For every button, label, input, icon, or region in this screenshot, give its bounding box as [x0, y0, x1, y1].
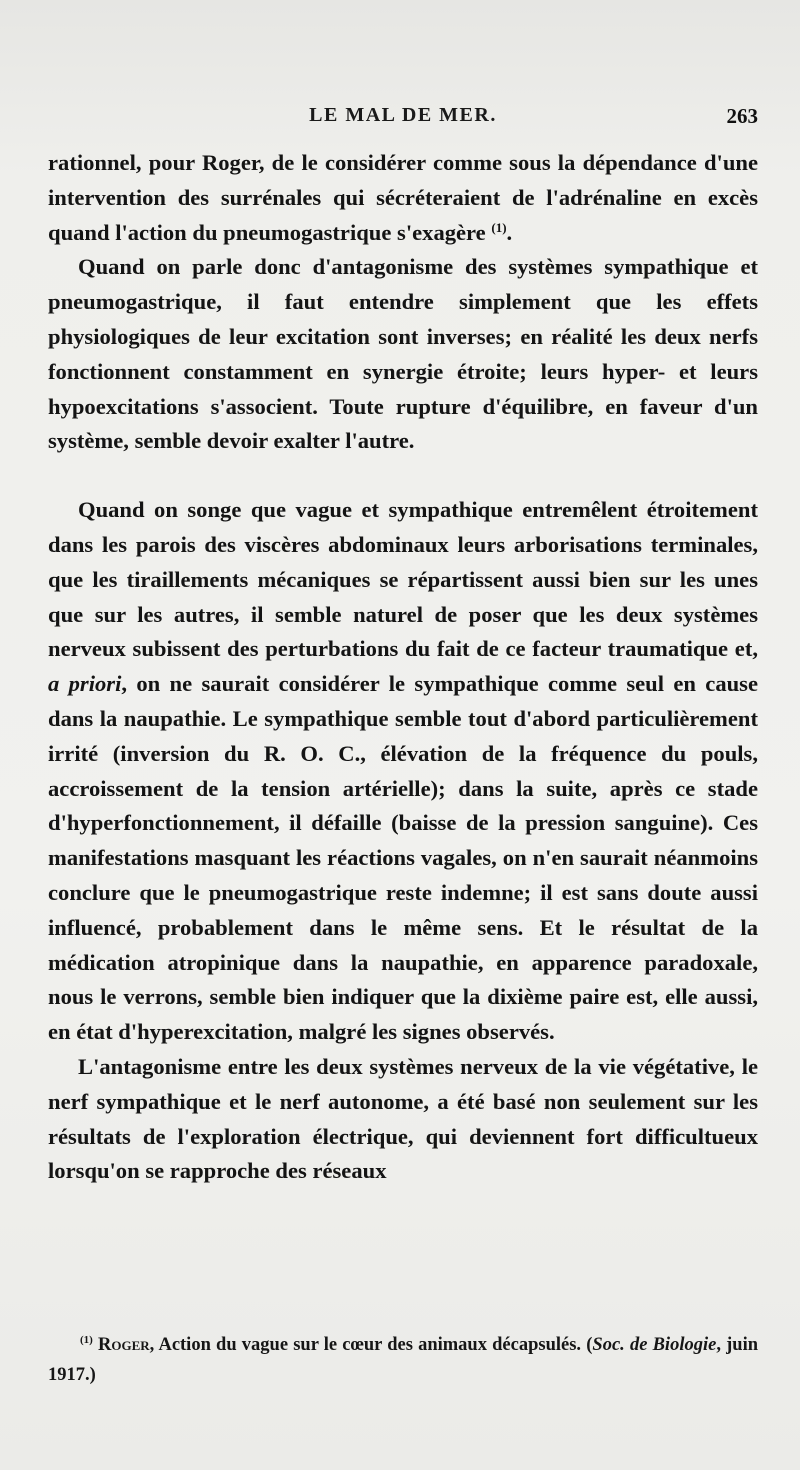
- footnote-text: [48, 1330, 758, 1390]
- body-text: [48, 146, 758, 1189]
- paragraph-text-after: , on ne saurait considérer le sympathique comme seul en cause dans la naupathie. Le sympathique semble tout d'abord particulièrement irrité (inversion du R. O. C., élévation de la fréquence du pouls, accroissement de la tension artérielle); dans la suite, après ce stade d'hyperfonctionnement, il défaille (baisse de la pression sanguine). Ces manifestations masquant les réactions vagales, on n'en saurait néanmoins conclure que le pneumogastrique reste indemne; il est sans doute aussi influencé, probablement dans le même sens. Et le résultat de la médication atropinique dans la naupathie, en apparence paradoxale, nous le verrons, semble bien indiquer que la dixième paire est, elle aussi, en état d'hyperexcitation, malgré les signes observés.: [48, 671, 758, 1045]
- paragraph-end: .: [506, 219, 513, 245]
- running-title: LE MAL DE MER.: [309, 104, 497, 126]
- page-header: [48, 104, 758, 140]
- footnote-title: , Action du vague sur le cœur des animaux décapsulés. (: [149, 1335, 593, 1355]
- paragraph-antagonism: Quand on parle donc d'antagonisme des systèmes sympathique et pneumogastrique, il faut entendre simplement que les effets physiologiques de leur excitation sont inverses; en réalité les deux nerfs fonctionnent constamment en synergie étroite; leurs hyper- et leurs hypoexcitations s'associent. Toute rupture d'équilibre, en faveur d'un système, semble devoir exalter l'autre.: [48, 254, 758, 454]
- page-number: 263: [726, 104, 758, 128]
- paragraph-vie-vegetative: L'antagonisme entre les deux systèmes nerveux de la vie végétative, le nerf sympathique et le nerf autonome, a été basé non seulement sur les résultats de l'exploration électrique, qui deviennent fort difficultueux lorsqu'on se rapproche des réseaux: [48, 1053, 758, 1184]
- paragraph-text: rationnel, pour Roger, de le considérer comme sous la dépendance d'une intervention des surrénales qui sécréteraient de l'adrénaline en excès quand l'action du pneumogastrique s'exagère: [48, 150, 758, 245]
- italic-a-priori: a priori: [48, 671, 122, 697]
- footnote-date: , juin 1917.): [48, 1335, 759, 1385]
- footnote-marker: (1): [80, 1334, 93, 1346]
- footnote-author: Roger: [98, 1335, 150, 1355]
- footnote: [48, 1330, 758, 1390]
- footnote-reference: (1): [491, 219, 507, 235]
- paragraph-text-before: Quand on songe que vague et sympathique entremêlent étroitement dans les parois des viscères abdominaux leurs arborisations terminales, que les tiraillements mécaniques se répartissent aussi bien sur les unes que sur les autres, il semble naturel de poser que les deux systèmes nerveux subissent des perturbations du fait de ce facteur traumatique et,: [48, 497, 758, 662]
- footnote-source: Soc. de Biologie: [592, 1335, 717, 1355]
- paragraph-vague-sympathique: [48, 493, 758, 1050]
- paragraph-continuation: [48, 146, 758, 250]
